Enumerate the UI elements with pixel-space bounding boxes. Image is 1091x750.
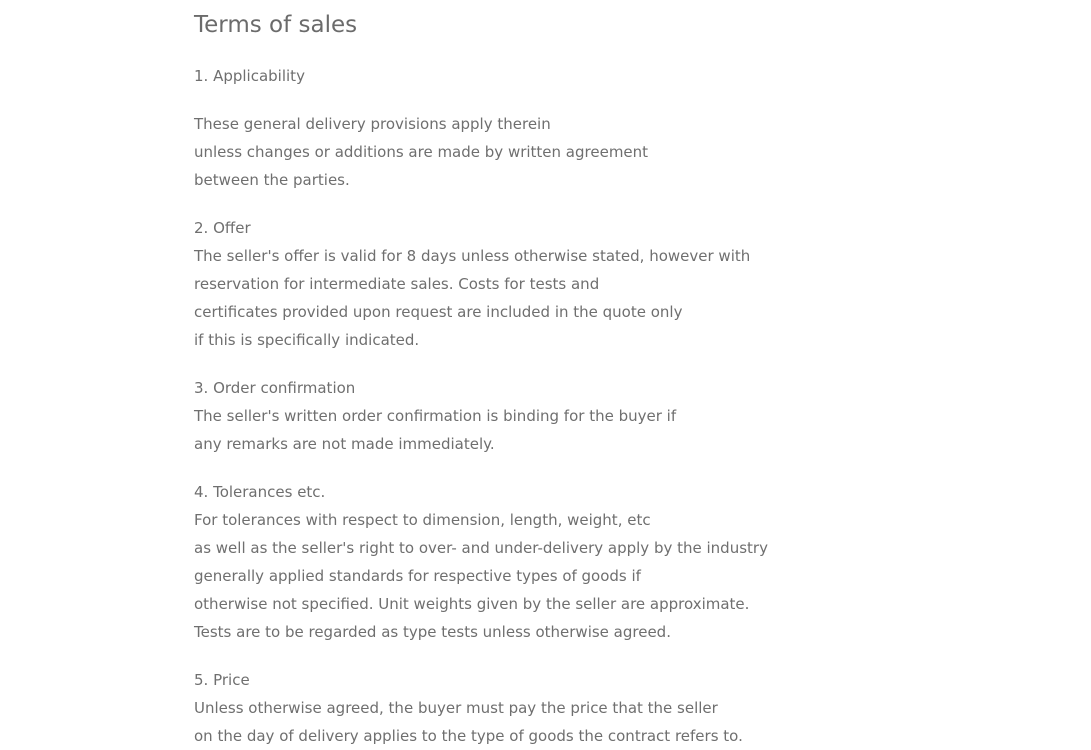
paragraph-line: Unless otherwise agreed, the buyer must pay the price that the seller	[194, 699, 718, 717]
paragraph-line: generally applied standards for respective types of goods if	[194, 567, 641, 585]
section-applicability	[194, 62, 814, 194]
paragraph-line: between the parties.	[194, 171, 350, 189]
section-heading: 1. Applicability	[194, 67, 305, 85]
page-title: Terms of sales	[194, 12, 358, 38]
paragraph-line: as well as the seller's right to over- and under-delivery apply by the industry	[194, 539, 768, 557]
section-heading: 5. Price	[194, 671, 250, 689]
paragraph-line: For tolerances with respect to dimension, length, weight, etc	[194, 511, 651, 529]
section-tolerances	[194, 478, 814, 646]
section-heading: 4. Tolerances etc.	[194, 483, 326, 501]
section-offer	[194, 214, 814, 354]
paragraph-line: unless changes or additions are made by written agreement	[194, 143, 649, 161]
section-heading: 2. Offer	[194, 219, 251, 237]
section-heading: 3. Order confirmation	[194, 379, 356, 397]
section-order-confirmation	[194, 374, 814, 458]
paragraph-line: The seller's offer is valid for 8 days unless otherwise stated, however with	[194, 247, 751, 265]
paragraph-line: otherwise not specified. Unit weights given by the seller are approximate.	[194, 595, 750, 613]
paragraph-line: on the day of delivery applies to the type of goods the contract refers to.	[194, 727, 743, 745]
paragraph-line: any remarks are not made immediately.	[194, 435, 495, 453]
section-price	[194, 666, 814, 750]
paragraph-line: if this is specifically indicated.	[194, 331, 420, 349]
paragraph-line: reservation for intermediate sales. Costs for tests and	[194, 275, 600, 293]
paragraph-line: Tests are to be regarded as type tests unless otherwise agreed.	[194, 623, 671, 641]
paragraph-line: The seller's written order confirmation is binding for the buyer if	[194, 407, 677, 425]
paragraph-line: certificates provided upon request are included in the quote only	[194, 303, 683, 321]
paragraph-line: These general delivery provisions apply therein	[194, 115, 551, 133]
terms-content	[194, 0, 814, 750]
